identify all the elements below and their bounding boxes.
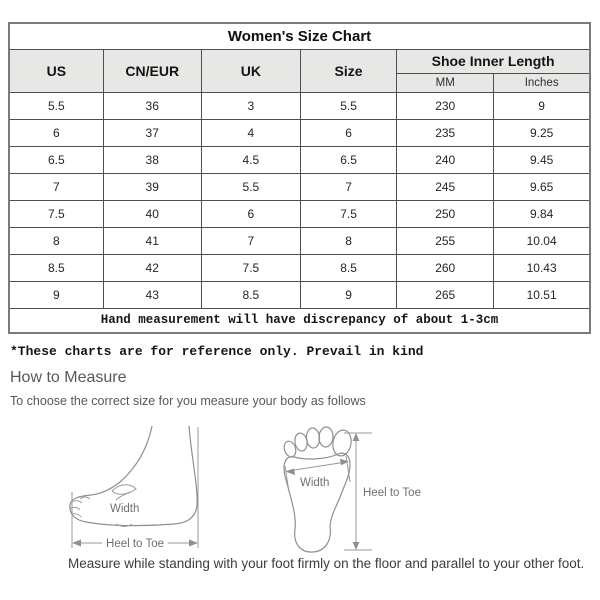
toe-2 bbox=[318, 427, 333, 448]
size-cell: 36 bbox=[103, 92, 201, 119]
table-row bbox=[9, 227, 590, 254]
size-cell: 42 bbox=[103, 254, 201, 281]
col-header-cneur: CN/EUR bbox=[103, 49, 201, 92]
size-cell: 6 bbox=[9, 119, 103, 146]
width-arrow-line bbox=[288, 462, 346, 471]
reference-note: *These charts are for reference only. Prevail in kind bbox=[10, 344, 424, 359]
size-cell: 5.5 bbox=[300, 92, 396, 119]
size-cell: 6.5 bbox=[300, 146, 396, 173]
size-cell: 9.25 bbox=[494, 119, 590, 146]
size-cell: 250 bbox=[397, 200, 494, 227]
size-cell: 10.43 bbox=[494, 254, 590, 281]
size-cell: 41 bbox=[103, 227, 201, 254]
size-cell: 7.5 bbox=[201, 254, 300, 281]
table-title: Women's Size Chart bbox=[9, 23, 590, 49]
size-cell: 40 bbox=[103, 200, 201, 227]
side-width-label: Width bbox=[110, 503, 140, 515]
table-row bbox=[9, 119, 590, 146]
size-cell: 9 bbox=[9, 281, 103, 308]
col-header-inches: Inches bbox=[494, 73, 590, 92]
size-cell: 8.5 bbox=[9, 254, 103, 281]
size-cell: 7.5 bbox=[9, 200, 103, 227]
size-cell: 9.45 bbox=[494, 146, 590, 173]
col-header-size: Size bbox=[300, 49, 396, 92]
size-cell: 9.65 bbox=[494, 173, 590, 200]
foot-side-view-diagram bbox=[58, 424, 213, 556]
top-length-label: Heel to Toe bbox=[363, 487, 421, 499]
size-cell: 7 bbox=[9, 173, 103, 200]
size-cell: 8.5 bbox=[300, 254, 396, 281]
size-cell: 265 bbox=[397, 281, 494, 308]
width-pointer-line bbox=[116, 492, 130, 500]
size-cell: 260 bbox=[397, 254, 494, 281]
size-cell: 9 bbox=[300, 281, 396, 308]
size-cell: 10.51 bbox=[494, 281, 590, 308]
size-chart-table bbox=[8, 22, 591, 334]
size-cell: 7 bbox=[300, 173, 396, 200]
arrowhead-right bbox=[189, 540, 198, 547]
size-cell: 43 bbox=[103, 281, 201, 308]
how-to-measure-title: How to Measure bbox=[10, 369, 127, 386]
size-cell: 37 bbox=[103, 119, 201, 146]
arrowhead-left bbox=[72, 540, 81, 547]
toe-3 bbox=[306, 428, 320, 449]
size-cell: 235 bbox=[397, 119, 494, 146]
table-footnote: Hand measurement will have discrepancy of about 1-3cm bbox=[9, 308, 590, 333]
footprint-top-view-diagram bbox=[280, 426, 430, 558]
size-cell: 255 bbox=[397, 227, 494, 254]
col-header-inner-length: Shoe Inner Length bbox=[397, 49, 590, 73]
length-arrowhead-top bbox=[353, 433, 360, 441]
table-row bbox=[9, 92, 590, 119]
table-row bbox=[9, 254, 590, 281]
size-cell: 38 bbox=[103, 146, 201, 173]
size-cell: 6 bbox=[201, 200, 300, 227]
size-cell: 4.5 bbox=[201, 146, 300, 173]
size-cell: 4 bbox=[201, 119, 300, 146]
how-to-measure-subtitle: To choose the correct size for you measure your body as follows bbox=[10, 394, 366, 408]
size-cell: 7 bbox=[201, 227, 300, 254]
size-cell: 245 bbox=[397, 173, 494, 200]
size-cell: 6 bbox=[300, 119, 396, 146]
footprint-outline bbox=[284, 453, 350, 552]
size-cell: 9.84 bbox=[494, 200, 590, 227]
size-cell: 230 bbox=[397, 92, 494, 119]
size-cell: 3 bbox=[201, 92, 300, 119]
table-row bbox=[9, 173, 590, 200]
size-cell: 39 bbox=[103, 173, 201, 200]
size-cell: 8 bbox=[300, 227, 396, 254]
size-cell: 240 bbox=[397, 146, 494, 173]
table-row bbox=[9, 281, 590, 308]
size-cell: 9 bbox=[494, 92, 590, 119]
col-header-uk: UK bbox=[201, 49, 300, 92]
side-length-label: Heel to Toe bbox=[106, 538, 164, 550]
size-cell: 5.5 bbox=[9, 92, 103, 119]
size-cell: 6.5 bbox=[9, 146, 103, 173]
measure-caption: Measure while standing with your foot firmly on the floor and parallel to your other foot. bbox=[68, 556, 585, 571]
size-cell: 10.04 bbox=[494, 227, 590, 254]
col-header-mm: MM bbox=[397, 73, 494, 92]
table-row bbox=[9, 200, 590, 227]
size-cell: 5.5 bbox=[201, 173, 300, 200]
size-cell: 7.5 bbox=[300, 200, 396, 227]
size-cell: 8 bbox=[9, 227, 103, 254]
length-arrowhead-bottom bbox=[353, 542, 360, 550]
size-cell: 8.5 bbox=[201, 281, 300, 308]
table-row bbox=[9, 146, 590, 173]
top-width-label: Width bbox=[300, 477, 330, 489]
col-header-us: US bbox=[9, 49, 103, 92]
